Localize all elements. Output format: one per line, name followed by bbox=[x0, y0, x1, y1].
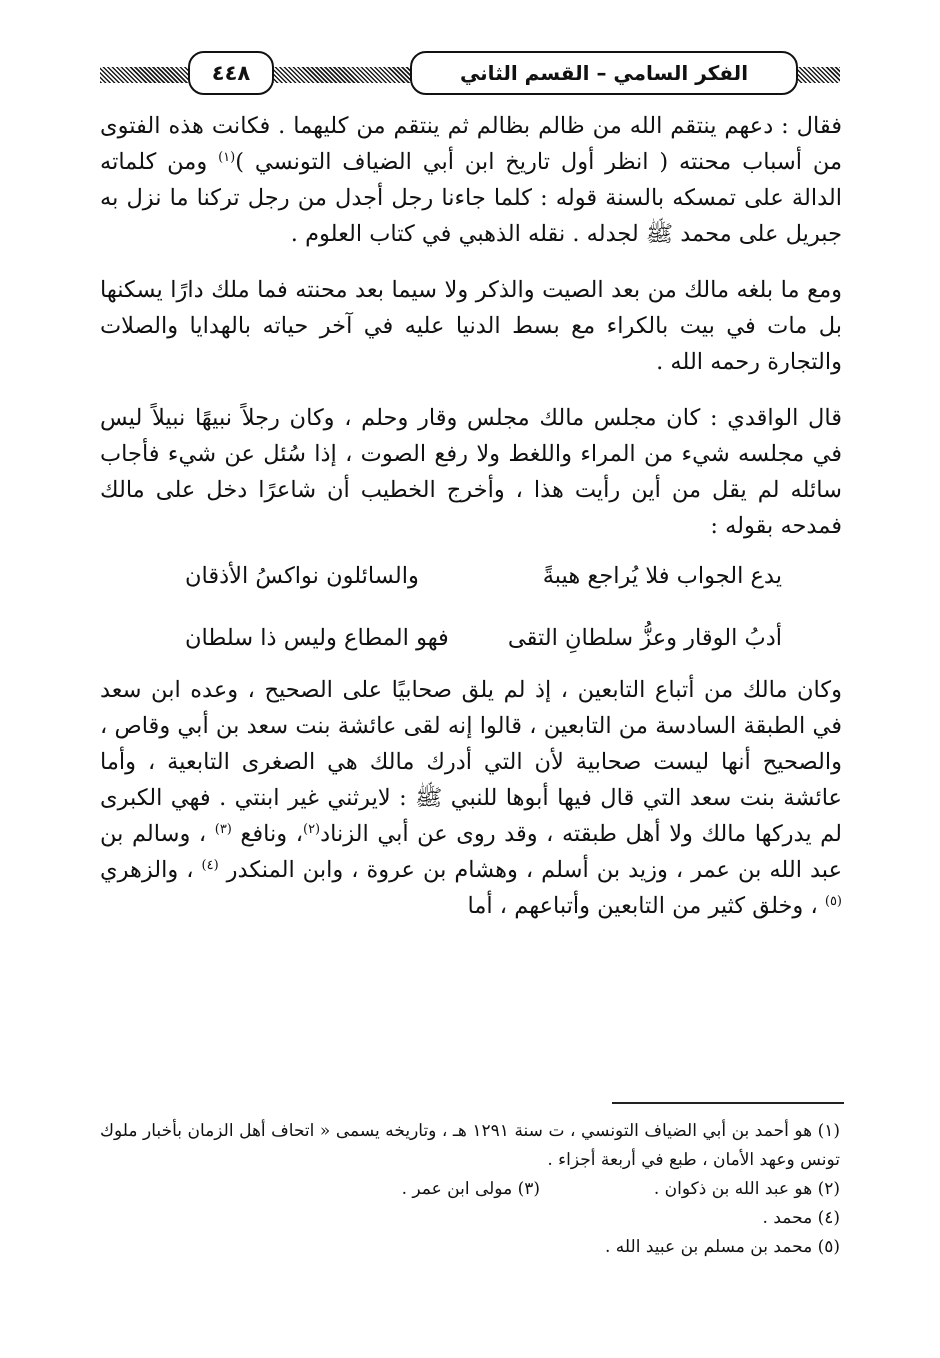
header-title: الفكر السامي – القسم الثاني bbox=[410, 51, 798, 95]
footnote-ref-5: (٥) bbox=[824, 894, 842, 909]
poem-line-2-second-hemistich: فهو المطاع وليس ذا سلطان bbox=[185, 625, 449, 651]
page-number: ٤٤٨ bbox=[188, 51, 274, 95]
footnotes bbox=[100, 1117, 840, 1262]
header-ornament-right bbox=[796, 67, 840, 83]
paragraph-1-text: فقال : دعهم ينتقم الله من ظالم بظالم ثم ينتقم من كليهما . فكانت هذه الفتوى من أسباب محنته ( انظر أول تاريخ ابن أبي الضياف التونسي ) bbox=[100, 113, 843, 175]
paragraph-3: قال الواقدي : كان مجلس مالك مجلس وقار وحلم ، وكان رجلاً نبيهًا نبيلاً ليس في مجلسه شيء من المراء واللغط ولا رفع الصوت ، إذا سُئل عن شيء فأجاب سائله لم يقل من أين رأيت هذا ، وأخرج الخطيب أن شاعرًا دخل على مالك فمدحه بقوله : bbox=[100, 405, 842, 539]
paragraph-4 bbox=[100, 672, 842, 924]
paragraph-1 bbox=[100, 108, 842, 252]
footnote-ref-4: (٤) bbox=[201, 858, 219, 873]
poem-line-1-second-hemistich: والسائلون نواكسُ الأذقان bbox=[185, 563, 419, 589]
poem-line-2-first-hemistich: أدبُ الوقار وعزُّ سلطانِ التقى bbox=[507, 625, 782, 651]
poem-line-1-first-hemistich: يدع الجواب فلا يُراجع هيبةً bbox=[542, 563, 782, 589]
poem-line-1 bbox=[185, 556, 782, 596]
running-header bbox=[96, 48, 844, 102]
paragraph-4-text-e: ، وخلق كثير من التابعين وأتباعهم ، أما bbox=[467, 893, 825, 919]
footnote-ref-1: (١) bbox=[218, 150, 236, 165]
footnote-1: (١) هو أحمد بن أبي الضياف التونسي ، ت سنة ١٢٩١ هـ ، وتاريخه يسمى « اتحاف أهل الزمان بأخبار ملوك تونس وعهد الأمان ، طبع في أربعة أجزاء . bbox=[100, 1121, 840, 1170]
footnote-5: (٥) محمد بن مسلم بن عبيد الله . bbox=[604, 1237, 840, 1257]
footnote-4: (٤) محمد . bbox=[762, 1208, 840, 1228]
footnote-3: (٣) مولى ابن عمر . bbox=[401, 1179, 540, 1199]
header-ornament-left bbox=[100, 67, 192, 83]
footnote-row-2-3 bbox=[100, 1175, 840, 1204]
main-text bbox=[100, 108, 842, 924]
paragraph-4-text-d: ، والزهري bbox=[100, 857, 202, 883]
footnote-ref-3: (٣) bbox=[214, 822, 232, 837]
poem-line-2 bbox=[185, 618, 782, 658]
footnote-separator bbox=[612, 1102, 844, 1104]
paragraph-4-text: وكان مالك من أتباع التابعين ، إذ لم يلق صحابيًا على الصحيح ، وعده ابن سعد في الطبقة السادسة من التابعين ، قالوا إنه لقى عائشة بنت سعد بن أبي وقاص ، والصحيح أنها ليست صحابية لأن التي أدرك مالك هي الصغرى التابعية ، وأما عائشة بنت سعد التي قال فيها أبوها للنبي ﷺ : لايرثني غير ابنتي . فهي الكبرى لم يدركها مالك ولا أهل طبقته ، وقد روى عن أبي الزناد bbox=[100, 677, 843, 847]
paragraph-2: ومع ما بلغه مالك من بعد الصيت والذكر ولا سيما بعد محنته فما ملك دارًا يسكنها بل مات في بيت بالكراء مع بسط الدنيا عليه في آخر حياته بالهدايا والصلات والتجارة رحمه الله . bbox=[100, 277, 842, 375]
header-ornament-middle bbox=[272, 67, 412, 83]
footnote-2: (٢) هو عبد الله بن ذكوان . bbox=[653, 1179, 840, 1199]
paragraph-4-text-c: ، وسالم بن عبد الله بن عمر ، وزيد بن أسلم ، وهشام بن عروة ، وابن المنكدر bbox=[100, 821, 843, 883]
paragraph-1-text-cont: ومن كلماته الدالة على تمسكه بالسنة قوله : كلما جاءنا رجل أجدل من رجل تركنا ما نزل به جبريل على محمد ﷺ لجدله . نقله الذهبي في كتاب العلوم . bbox=[100, 149, 842, 247]
paragraph-4-text-b: ، ونافع bbox=[231, 821, 303, 847]
footnote-ref-2: (٢) bbox=[302, 822, 321, 837]
